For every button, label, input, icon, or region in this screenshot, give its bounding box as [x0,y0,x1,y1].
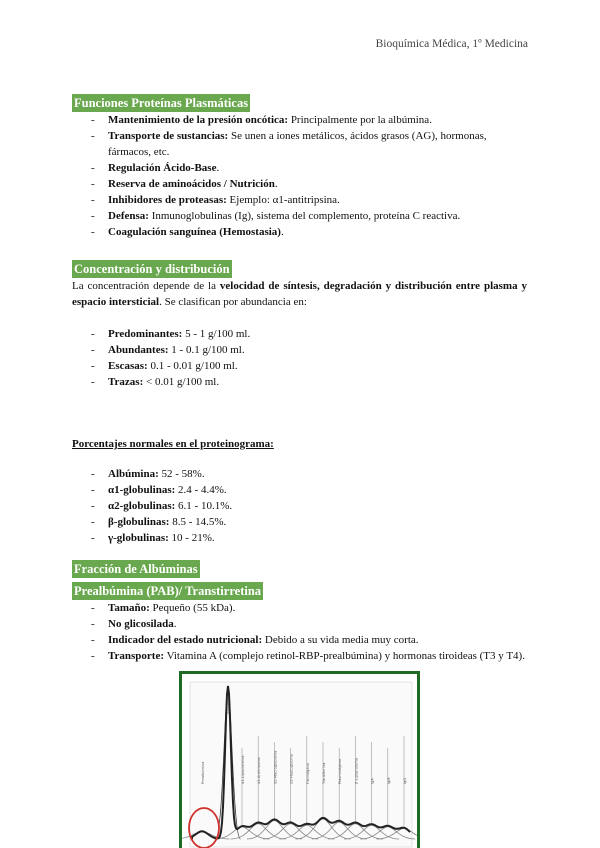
section-heading-concentracion: Concentración y distribución [74,262,230,276]
funciones-list [72,112,527,240]
list-item: - α2-globulinas: 6.1 - 10.1%. [72,498,527,514]
list-item: - Inhibidores de proteasas: Ejemplo: α1-antitripsina. [72,192,527,208]
proteinograma-list [72,466,527,546]
list-item: - Abundantes: 1 - 0.1 g/100 ml. [72,342,527,358]
list-item: - Transporte de sustancias: Se unen a iones metálicos, ácidos grasos (AG), hormonas, fármacos, etc. [72,128,527,160]
list-item: - No glicosilada. [72,616,527,632]
list-item: - Regulación Ácido-Base. [72,160,527,176]
peak-label: β-Lipoproteína [354,757,359,784]
list-item: - Trazas: < 0.01 g/100 ml. [72,374,527,390]
subheading-prealbumina: Prealbúmina (PAB)/ Transtirretina [74,584,262,598]
peak-label: IgM [386,777,391,784]
list-item: - Tamaño: Pequeño (55 kDa). [72,600,527,616]
list-item: - α1-globulinas: 2.4 - 4.4%. [72,482,527,498]
peak-label: α2-Haptoglobina [289,754,294,784]
abundancia-list [72,326,527,390]
list-item: - Predominantes: 5 - 1 g/100 ml. [72,326,527,342]
page-content [72,94,527,664]
peak-label: IgA [370,778,375,784]
proteinogram-svg [182,674,417,848]
document-header: Bioquímica Médica, 1º Medicina [375,38,528,50]
peak-label: Fibrinógeno [305,762,310,784]
list-item: - Indicador del estado nutricional: Debido a su vida media muy corta. [72,632,527,648]
list-item: - Defensa: Inmunoglobulinas (Ig), sistema del complemento, proteína C reactiva. [72,208,527,224]
peak-label: Plasminógeno [338,758,343,784]
peak-label: α1-Lipoproteína [241,755,245,784]
peak-label: α2-Macroglobulina [273,750,278,784]
section-heading-albuminas: Fracción de Albúminas [74,562,198,576]
list-item: - Coagulación sanguínea (Hemostasia). [72,224,527,240]
list-item: - Transporte: Vitamina A (complejo retinol-RBP-prealbúmina) y hormonas tiroideas (T3 y T4). [72,648,527,664]
list-item: - Escasas: 0.1 - 0.01 g/100 ml. [72,358,527,374]
peak-label: Albúmina [227,697,231,714]
list-item: - β-globulinas: 8.5 - 14.5%. [72,514,527,530]
proteinogram-chart [179,671,420,848]
concentracion-intro: La concentración depende de la velocidad de síntesis, degradación y distribución entre plasma y espacio intersticial. Se clasifican por abundancia en: [72,280,527,308]
peak-label: Prealbúmina [201,761,205,784]
list-item: - Reserva de aminoácidos / Nutrición. [72,176,527,192]
prealbumina-list [72,600,527,664]
list-item: - Albúmina: 52 - 58%. [72,466,527,482]
peak-label: IgG [403,777,407,784]
section-heading-funciones: Funciones Proteínas Plasmáticas [74,96,249,110]
peak-label: α1-Antitripsina [257,757,262,784]
list-item: - γ-globulinas: 10 - 21%. [72,530,527,546]
list-item: - Mantenimiento de la presión oncótica: Principalmente por la albúmina. [72,112,527,128]
proteinograma-title: Porcentajes normales en el proteinograma: [72,438,274,450]
peak-label: Transferrina [322,762,326,784]
